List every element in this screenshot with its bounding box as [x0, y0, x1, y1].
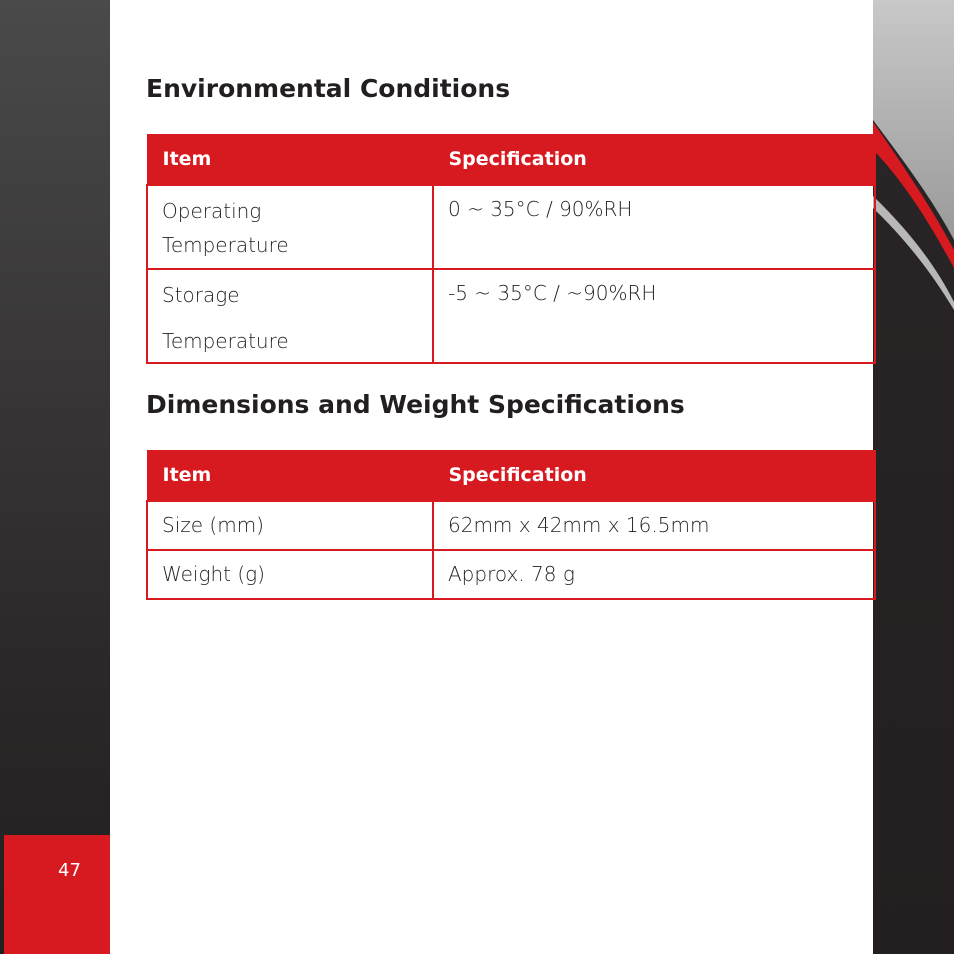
dimensions-weight-heading: Dimensions and Weight Specifications [146, 390, 685, 419]
table-header-row [147, 450, 875, 501]
item-cell: Size (mm) [147, 501, 433, 550]
header-item: Item [147, 134, 433, 185]
spec-cell: 62mm x 42mm x 16.5mm [433, 501, 875, 550]
spec-cell: 0 ~ 35°C / 90%RH [433, 185, 875, 269]
item-cell [147, 185, 433, 269]
right-decorative-band [873, 0, 954, 954]
swoosh-graphic [873, 0, 954, 954]
page-number-tab [4, 835, 110, 954]
item-line: Storage [162, 283, 240, 307]
table-row [147, 185, 875, 269]
header-item: Item [147, 450, 433, 501]
header-specification: Specification [433, 450, 875, 501]
item-line: Operating [162, 199, 262, 223]
left-sidebar-band [0, 0, 110, 954]
table-row [147, 501, 875, 550]
table-row [147, 550, 875, 599]
item-line: Temperature [162, 329, 289, 353]
header-specification: Specification [433, 134, 875, 185]
table-row [147, 269, 875, 363]
page-number: 47 [58, 860, 81, 881]
table-header-row [147, 134, 875, 185]
spec-cell: -5 ~ 35°C / ~90%RH [433, 269, 875, 363]
spec-cell: Approx. 78 g [433, 550, 875, 599]
item-cell: Weight (g) [147, 550, 433, 599]
item-cell [147, 269, 433, 363]
dimensions-weight-table [146, 450, 876, 600]
environmental-conditions-table [146, 134, 876, 364]
environmental-conditions-heading: Environmental Conditions [146, 74, 511, 103]
item-line: Temperature [162, 233, 289, 257]
